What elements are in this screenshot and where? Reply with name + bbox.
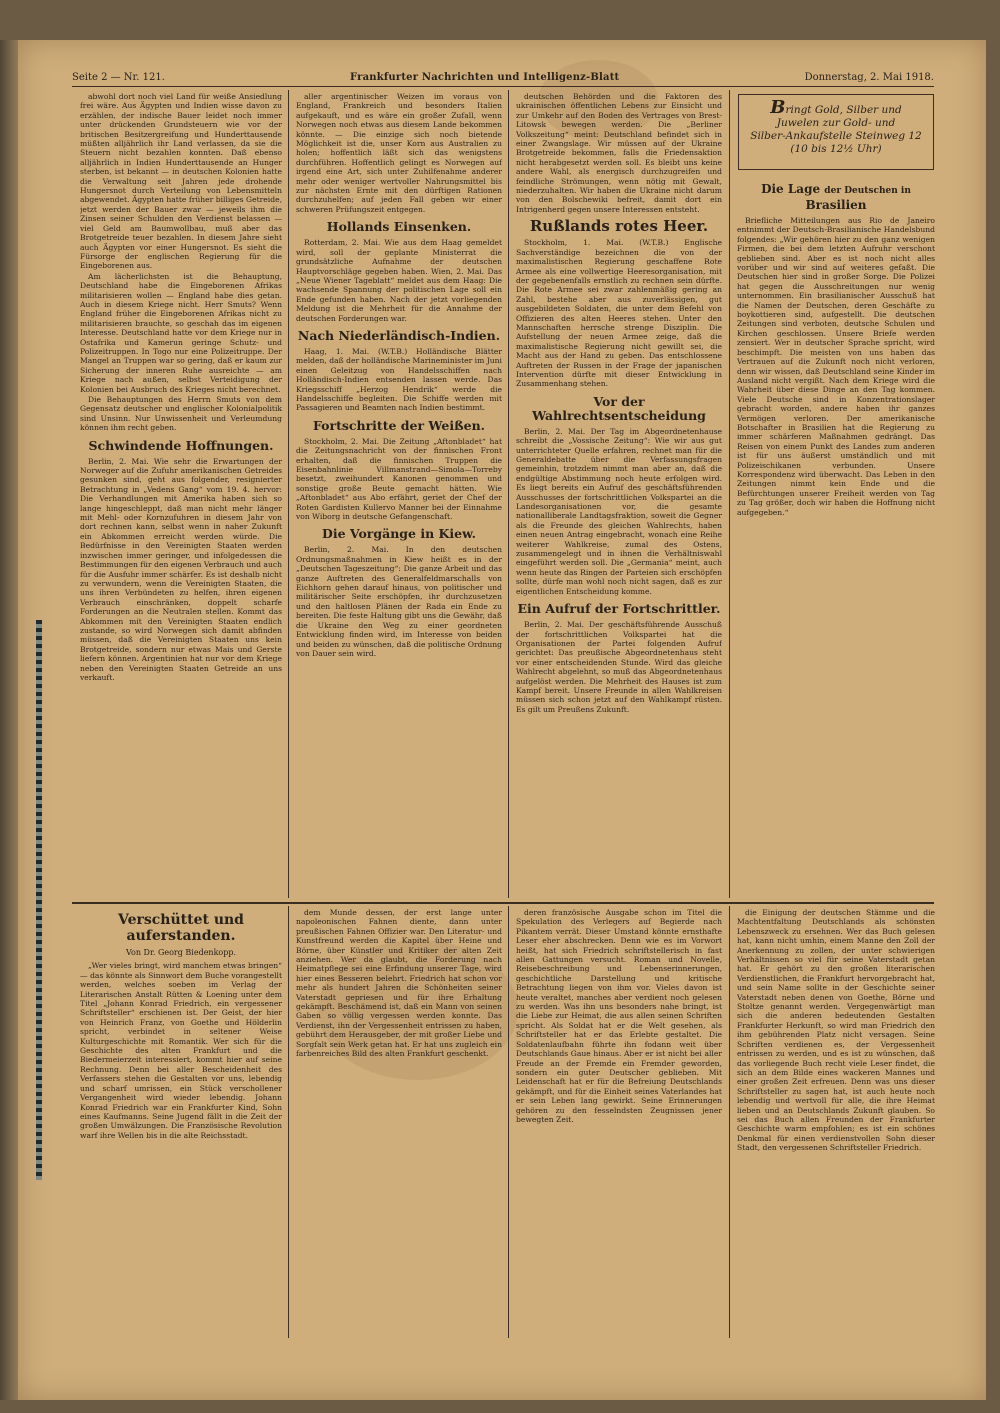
column-3 bbox=[516, 92, 722, 896]
feuilleton-rule bbox=[72, 902, 934, 904]
article-text: Die Behauptungen des Herrn Smuts von dem Gegensatz deutscher und englischer Kolonialpolitik sind Unsinn. Nur Unwissenheit und Verleumdung können ihm recht geben. bbox=[80, 395, 282, 433]
header-page-number: Seite 2 — Nr. 121. bbox=[72, 71, 165, 83]
article-text: Stockholm, 2. Mai. Die Zeitung „Aftonbladet“ hat die Zeitungsnachricht von der finnischen Front erhalten, daß die finnischen Truppen die Eisenbahnlinie Villmanstrand—Simola—Torreby besetzt, zweihundert Kanonen genommen und sonstige große Beute gemacht hätten. Wie „Aftonbladet“ aus Abo erfährt, geriet der Chef der Roten Gardisten Kullervo Manner bei der Einnahme von Wiborg in deutsche Gefangenschaft. bbox=[296, 436, 502, 522]
column-rule bbox=[508, 90, 509, 898]
article-text: abwohl dort noch viel Land für weiße Ansiedlung frei wäre. Aus Ägypten und Indien wisse davon zu erzählen, der indische Bauer leidet noch immer unter drückenden Grundsteuern wie vor der britischen Besitzergreifung und Hunderttausende müßten alljährlich ihr Land verlassen, da sie die Steuern nicht bezahlen konnten. Daß ebenso alljährlich in Indien Hunderttausende an Hunger sterben, ist bekannt — in deutschen Kolonien hatte die Verwaltung seit Jahren jede drohende Hungersnot durch Verteilung von Lebensmitteln abgewendet. Ägypten hatte früher billiges Getreide, jetzt werden der Bauer zwar — jeweils ihm die Zinsen seiner Schulden den Verdienst belassen — viel Geld am Baumwollbau, muß aber das Brotgetreide teuer bezahlen. In diesem Jahre sieht auch Ägypten vor einer Hungersnot. Es sieht die Fürsorge der englischen Regierung für die Eingeborenen aus. bbox=[80, 92, 282, 271]
article-text: Berlin, 2. Mai. Der Tag im Abgeordnetenhause schreibt die „Vossische Zeitung“: Wie wir aus gut unterrichteter Quelle erfahren, rechnet man für die Generaldebatte über die Verfassungsfragen gemeinhin, trotzdem nimmt man aber an, daß die endgültige Abstimmung noch heute erfolgen wird. Es liegt bereits ein Aufruf des geschäftsführenden Ausschusses der fortschrittlichen Volkspartei an die Landesorganisationen vor, die gesamte nationalliberale Landtagsfraktion, soweit die Gegner als die Freunde des gleichen Wahlrechts, haben einen neuen Antrag eingebracht, wonach eine Reihe weiterer Wahlkreise, zumal des Ostens, zusammengelegt und in ihnen die Verhältniswahl eingeführt werden soll. Die „Germania“ meint, auch wenn heute das Ringen der Parteien sich erschöpfen sollte, dürfe man wohl noch nicht sagen, daß es zur eigentlichen Entscheidung komme. bbox=[516, 426, 722, 596]
ad-line: Silber-Ankaufstelle Steinweg 12 bbox=[750, 130, 922, 142]
gold-ankauf-advertisement bbox=[738, 94, 934, 170]
feuilleton-column-1 bbox=[80, 908, 282, 1338]
column-rule bbox=[288, 90, 289, 898]
article-text: Berlin, 2. Mai. Der geschäftsführende Ausschuß der fortschrittlichen Volkspartei hat die Organisationen der Partei folgenden Aufruf gerichtet: Das preußische Abgeordnetenhaus steht vor einer entscheidenden Stunde. Wird das gleiche Wahlrecht abgelehnt, so muß das Abgeordnetenhaus aufgelöst werden. Die Mehrheit des Hauses ist zum Kampf bereit. Unsere Freunde in allen Wahlkreisen müssen sich schon jetzt auf den Wahlkampf rüsten. Es gilt um Preußens Zukunft. bbox=[516, 620, 722, 714]
article-text: deren französische Ausgabe schon im Titel die Spekulation des Verlegers auf Begierde nach Pikantem verrät. Dieser Umstand könnte ernsthafte Leser eher abschrecken. Denn wie es im Vorwort heißt, hat sich Friedrich schriftstellerisch in fast allen Gattungen versucht. Roman und Novelle, Reisebeschreibung und Lebenserinnerungen, geschichtliche Darstellung und kritische Betrachtung liegen von ihm vor. Vieles davon ist heute veraltet, manches aber verdient noch gelesen zu werden. Was ihn uns besonders nahe bringt, ist die Liebe zur Heimat, die aus allen seinen Schriften spricht. Als Soldat hat er die Welt gesehen, als Schriftsteller hat er das Erlebte gestaltet. Die Soldatenlaufbahn führte ihn fodann weit über Deutschlands Gaue hinaus. Aber er ist nicht bei aller Freude an der Fremde ein Fremder geworden, sondern ein guter Deutscher geblieben. Mit Leidenschaft hat er für die Befreiung Deutschlands gekämpft, und für die Einheit seines Vaterlandes hat er sein Leben lang gewirkt. Seine Erinnerungen gehören zu den fesselndsten Zeugnissen jener bewegten Zeit. bbox=[516, 908, 722, 1124]
headline-fortschritte-der-weissen: Fortschritte der Weißen. bbox=[312, 417, 486, 433]
article-text: Berlin, 2. Mai. Wie sehr die Erwartungen der Norweger auf die Zufuhr amerikanischen Getreides gesunken sind, geht aus folgender, resignierter Betrachtung in „Vedens Gang“ vom 19. 4. hervor: Die Verhandlungen mit Amerika haben sich so lange hingeschleppt, daß man nicht mehr länger mit Mehl- oder Kornzufuhren in diesem Jahr von dort rechnen kann, selbst wenn in naher Zukunft ein Abkommen erreicht werden würde. Die Bedürfnisse in den Vereinigten Staaten werden inzwischen immer geringer, und infolgedessen die Bestimmungen für den eigenen Verbrauch und auch für die Ausfuhr immer schärfer. Es ist deshalb nicht zu verwundern, wenn die Vereinigten Staaten, die uns ihren Verbündeten zu helfen, ihren eigenen Verbrauch einschränken, doppelt scharfe Forderungen an die Neutralen stellen. Kommt das Abkommen mit den Vereinigten Staaten endlich zustande, so wird Norwegen sich damit abfinden müssen, daß die Vereinigten Staaten uns kein Brotgetreide, sondern nur etwas Mais und Gerste liefern können. Argentinien hat nur vor dem Kriege neben den Vereinigten Staaten Getreide an uns verkauft. bbox=[80, 456, 282, 682]
masthead-title: Frankfurter Nachrichten und Intelligenz-Blatt bbox=[350, 71, 620, 83]
article-text: Rotterdam, 2. Mai. Wie aus dem Haag gemeldet wird, soll der geplante Ministerrat die grundsätzliche Aufnahme der deutschen Hauptvorschläge gegeben haben. Wien, 2. Mai. Das „Neue Wiener Tageblatt“ meldet aus dem Haag: Die wachsende Spannung der politischen Lage soll ein Ende gefunden haben. Nach der jetzt vorliegenden Meldung ist die Mehrheit für die Annahme der deutschen Forderungen war. bbox=[296, 238, 502, 323]
article-text: dem Munde dessen, der erst lange unter napoleonischen Fahnen diente, dann unter preußischen Fahnen Offizier war. Den Literatur- und Kunstfreund werden die Kapitel über Heine und Börne, über Künstler und Kritiker der alten Zeit anziehen. Wer da glaubt, die Forderung nach Heimatpflege sei eine Erfindung unserer Tage, wird hier eines Besseren belehrt. Friedrich hat schon vor mehr als hundert Jahren die Schönheiten seiner Vaterstadt gepriesen und für ihre Erhaltung gekämpft. Beschämend ist, daß ein Mann von seinen Gaben so völlig vergessen werden konnte. Das Verdienst, ihn der Vergessenheit entrissen zu haben, gebührt dem Herausgeber, der mit großer Liebe und Sorgfalt sein Werk getan hat. Er hat uns zugleich ein farbenreiches Bild des alten Frankfurt geschenkt. bbox=[296, 908, 502, 1059]
ad-line: Juwelen zur Gold- und bbox=[776, 117, 896, 129]
column-rule bbox=[508, 906, 509, 1338]
column-rule bbox=[729, 90, 730, 898]
headline-aufruf-fortschrittler: Ein Aufruf der Fortschrittler. bbox=[517, 601, 721, 617]
column-4 bbox=[737, 176, 935, 896]
headline-schwindende-hoffnungen: Schwindende Hoffnungen. bbox=[88, 437, 274, 453]
column-rule bbox=[288, 906, 289, 1338]
headline-part: der Deutschen in bbox=[824, 186, 911, 196]
article-text: Am lächerlichsten ist die Behauptung, Deutschland habe die Eingeborenen Afrikas militarisieren wollen — England habe dies getan. Auch in diesem Kriege nicht. Herr Smuts? Wenn England früher die Eingeborenen Afrikas nicht zu militarisieren brauchte, so geschah das im eigenen Interesse. Deutschland hatte vor dem Kriege nur in Ostafrika und Kamerun geringe Schutz- und Polizeitruppen. In Togo nur eine Polizeitruppe. Der Mangel an Truppen war so gering, daß er kaum zur Sicherung der inneren Ruhe ausreichte — am Kriege nach außen, selbst Verteidigung der Kolonien bei Ausbruch des Krieges nicht berechnet. bbox=[80, 271, 282, 394]
article-text: Berlin, 2. Mai. In den deutschen Ordnungsmaßnahmen in Kiew heißt es in der „Deutschen Tageszeitung“: Die ganze Arbeit und das ganze Auftreten des Generalfeldmarschalls von Eichhorn gehen darauf hinaus, von politischer und militärischer Seite erschöpfen, ihr durchzusetzen und den haltlosen Plänen der Rada ein Ende zu bereiten. Die feste Haltung gibt uns die Gewähr, daß die Ukraine den Weg zu einer geordneten Entwicklung finden wird, im Interesse von beiden und beiden zu wünschen, daß die politische Ordnung von Dauer sein wird. bbox=[296, 545, 502, 658]
headline-russlands-rotes-heer: Rußlands rotes Heer. bbox=[529, 217, 709, 236]
article-text: deutschen Behörden und die Faktoren des ukrainischen öffentlichen Lebens zur Einsicht und zur Umkehr auf den Boden des Vertrages von Brest-Litowsk bewegen werden. Die „Berliner Volkszeitung“ meint: Deutschland befindet sich in einer Zwangslage. Wir müssen auf der Ukraine Brotgetreide bekommen, falls die Friedensaktion nicht herabgesetzt werden soll. Es bleibt uns keine andere Wahl, als energisch durchzugreifen und feindliche Strömungen, wenn nötig mit Gewalt, niederzuhalten. Wir haben die Ukraine nicht darum von den Bolschewiki befreit, damit dort ein Intrigenherd gegen unsere Interessen entsteht. bbox=[516, 92, 722, 214]
headline-vorgaenge-in-kiew: Die Vorgänge in Kiew. bbox=[322, 526, 476, 542]
article-text: die Einigung der deutschen Stämme und die Machtentfaltung Deutschlands als schönsten Lebenszweck zu ersehnen. Wer das Buch gelesen hat, kann nicht umhin, einem Manne den Zoll der Anerkennung zu zollen, der unter schwierigen Verhältnissen so viel für seine Vaterstadt getan hat. Er gehört zu den großen literarischen Verdienstlichen, die Frankfurt hervorgebracht hat, und sein Name sollte in der Geschichte seiner Vaterstadt neben denen von Goethe, Börne und Stoltze genannt werden. Vergegenwärtigt man sich die anderen bedeutenden Gestalten Frankfurter Herkunft, so wird man Friedrich den ihm gebührenden Platz nicht versagen. Seine Schriften verdienen es, der Vergessenheit entrissen zu werden, und es ist zu wünschen, daß das vorliegende Buch recht viele Leser findet, die sich an dem Bilde eines wackeren Mannes und einer großen Zeit erfreuen. Denn was uns dieser Schriftsteller zu sagen hat, ist auch heute noch lebendig und wertvoll für alle, die ihre Heimat lieben und an Deutschlands Zukunft glauben. So sei das Buch allen Freunden der Frankfurter Geschichte warm empfohlen; es ist ein schönes Denkmal für einen verdienstvollen Sohn dieser Stadt, den vergessenen Schriftsteller Friedrich. bbox=[737, 908, 935, 1153]
page-header bbox=[72, 68, 934, 87]
headline-niederlaendisch-indien: Nach Niederländisch-Indien. bbox=[297, 327, 501, 343]
headline-wahlrechtsentscheidung: Vor der Wahlrechtsentscheidung bbox=[532, 393, 706, 423]
headline-part: Brasilien bbox=[805, 198, 867, 212]
feuilleton-column-2 bbox=[296, 908, 502, 1338]
column-2 bbox=[296, 92, 502, 896]
article-text: Haag, 1. Mai. (W.T.B.) Holländische Blätter melden, daß der holländische Marineminister im Juni einen Geleitzug von Handelsschiffen nach Holländisch-Indien entsenden lassen werde. Das Kriegsschiff „Herzog Hendrik“ werde die Handelsschiffe begleiten. Die Schiffe werden mit Passagieren und Beamten nach Indien bestimmt. bbox=[296, 346, 502, 413]
column-rule bbox=[729, 906, 730, 1338]
feuilleton-column-3 bbox=[516, 908, 722, 1338]
article-text: „Wer vieles bringt, wird manchem etwas bringen“ — das könnte als Sinnwort dem Buche vorangestellt werden, welches soeben im Verlag der Literarischen Anstalt Rütten & Loening unter dem Titel „Johann Konrad Friedrich, ein vergessener Schriftsteller“ erschienen ist. Der Geist, der hier von Heinrich Franz, von Goethe und Hölderlin spricht, verbindet in seltener Weise Kulturgeschichte mit Romantik. Wer sich für die Geschichte des alten Frankfurt und die Biedermeierzeit interessiert, kommt hier auf seine Rechnung. Denn bei aller Bescheidenheit des Verfassers stehen die Gestalten vor uns, lebendig und scharf umrissen, ein Stück verschollener Vergangenheit wird wieder lebendig. Johann Konrad Friedrich war ein Frankfurter Kind, Sohn eines Kaufmanns. Seine Jugend fällt in die Zeit der großen Umwälzungen. Die Französische Revolution warf ihre Wellen bis in die alte Reichsstadt. bbox=[80, 961, 282, 1140]
binding-stitch bbox=[36, 620, 42, 1180]
ad-initial: B bbox=[770, 97, 786, 118]
column-1 bbox=[80, 92, 282, 896]
article-text: Stockholm, 1. Mai. (W.T.B.) Englische Sachverständige bezeichnen die von der maximalistischen Regierung geschaffene Rote Armee als eine vollwertige Heeresorganisation, mit der gegebenenfalls ernstlich zu rechnen sein dürfte. Die Rote Armee sei zwar zahlenmäßig gering an Zahl, bestehe aber aus zuverlässigen, gut ausgebildeten Soldaten, die unter dem Befehl von Offizieren des alten Heeres stehen. Unter den Mannschaften herrsche strenge Disziplin. Die Aufstellung der neuen Armee zeige, daß die maximalistische Regierung nicht gewillt sei, die Macht aus der Hand zu geben. Das entschlossene Auftreten der Russen in der Frage der japanischen Intervention dürfte mit dieser Entwicklung in Zusammenhang stehen. bbox=[516, 238, 722, 389]
byline: Von Dr. Georg Biedenkopp. bbox=[125, 948, 237, 957]
article-text: aller argentinischer Weizen im voraus von England, Frankreich und besonders Italien aufgekauft, und es wäre ein großer Zufall, wenn Norwegen noch etwas aus diesem Lande bekommen könnte. — Die einzige sich noch bietende Möglichkeit ist die, unser Korn aus Australien zu holen; hoffentlich läßt sich das wenigstens durchführen. Hoffentlich gelingt es Norwegen auf irgend eine Art, sich unter Zuhilfenahme anderer mehr oder weniger wertvoller Nahrungsmittel bis zur nächsten Ernte mit den dürftigen Rationen durchzuhelfen; auf jeden Fall geben wir einer schweren Prüfungszeit entgegen. bbox=[296, 92, 502, 214]
header-date: Donnerstag, 2. Mai 1918. bbox=[804, 71, 934, 83]
article-text: Briefliche Mitteilungen aus Rio de Janeiro entnimmt der Deutsch-Brasilianische Handelsbund folgendes: „Wir gehören hier zu den ganz wenigen Firmen, die bei dem letzten Aufruhr verschont geblieben sind. Aber es ist noch nicht alles vorüber und wir sind auf weiteres gefaßt. Die Deutschen hier sind in großer Sorge. Die Polizei hat gegen die Ausschreitungen nur wenig unternommen. Ein brasilianischer Ausschuß hat die Namen der Deutschen, deren Geschäfte zu boykottieren sind, aufgestellt. Die deutschen Zeitungen sind verboten, deutsche Schulen und Kirchen geschlossen. Unsere Briefe werden zensiert. Wer in deutscher Sprache spricht, wird beschimpft. Die meisten von uns haben das Vertrauen auf die Zukunft noch nicht verloren, denn wir wissen, daß Deutschland seine Kinder im Ausland nicht vergißt. Nach dem Kriege wird die Wahrheit über diese Dinge an den Tag kommen. Viele Deutsche sind in Konzentrationslager gebracht worden, andere haben ihr ganzes Vermögen verloren. Der amerikanische Botschafter in Brasilien hat die Regierung zu immer schärferen Maßnahmen gedrängt. Das Reisen von einem Punkt des Landes zum anderen ist für uns äußerst umständlich und mit Polizeischikanen verbunden. Unsere Korrespondenz wird überwacht. Das Leben in den Zeitungen nimmt kein Ende und die Befürchtungen unserer Freiheit werden von Tag zu Tag größer, doch wir haben die Hoffnung nicht aufgegeben.“ bbox=[737, 216, 935, 517]
headline-verschuettet-und-auferstanden: Verschüttet und auferstanden. bbox=[118, 912, 244, 944]
headline-lage-in-brasilien bbox=[737, 182, 935, 212]
headline-part: Die Lage bbox=[761, 182, 821, 196]
headline-hollands-einsenken: Hollands Einsenken. bbox=[326, 219, 472, 235]
ad-line: ringt Gold, Silber und bbox=[785, 104, 902, 116]
feuilleton-column-4 bbox=[737, 908, 935, 1338]
ad-line: (10 bis 12½ Uhr) bbox=[790, 143, 882, 155]
